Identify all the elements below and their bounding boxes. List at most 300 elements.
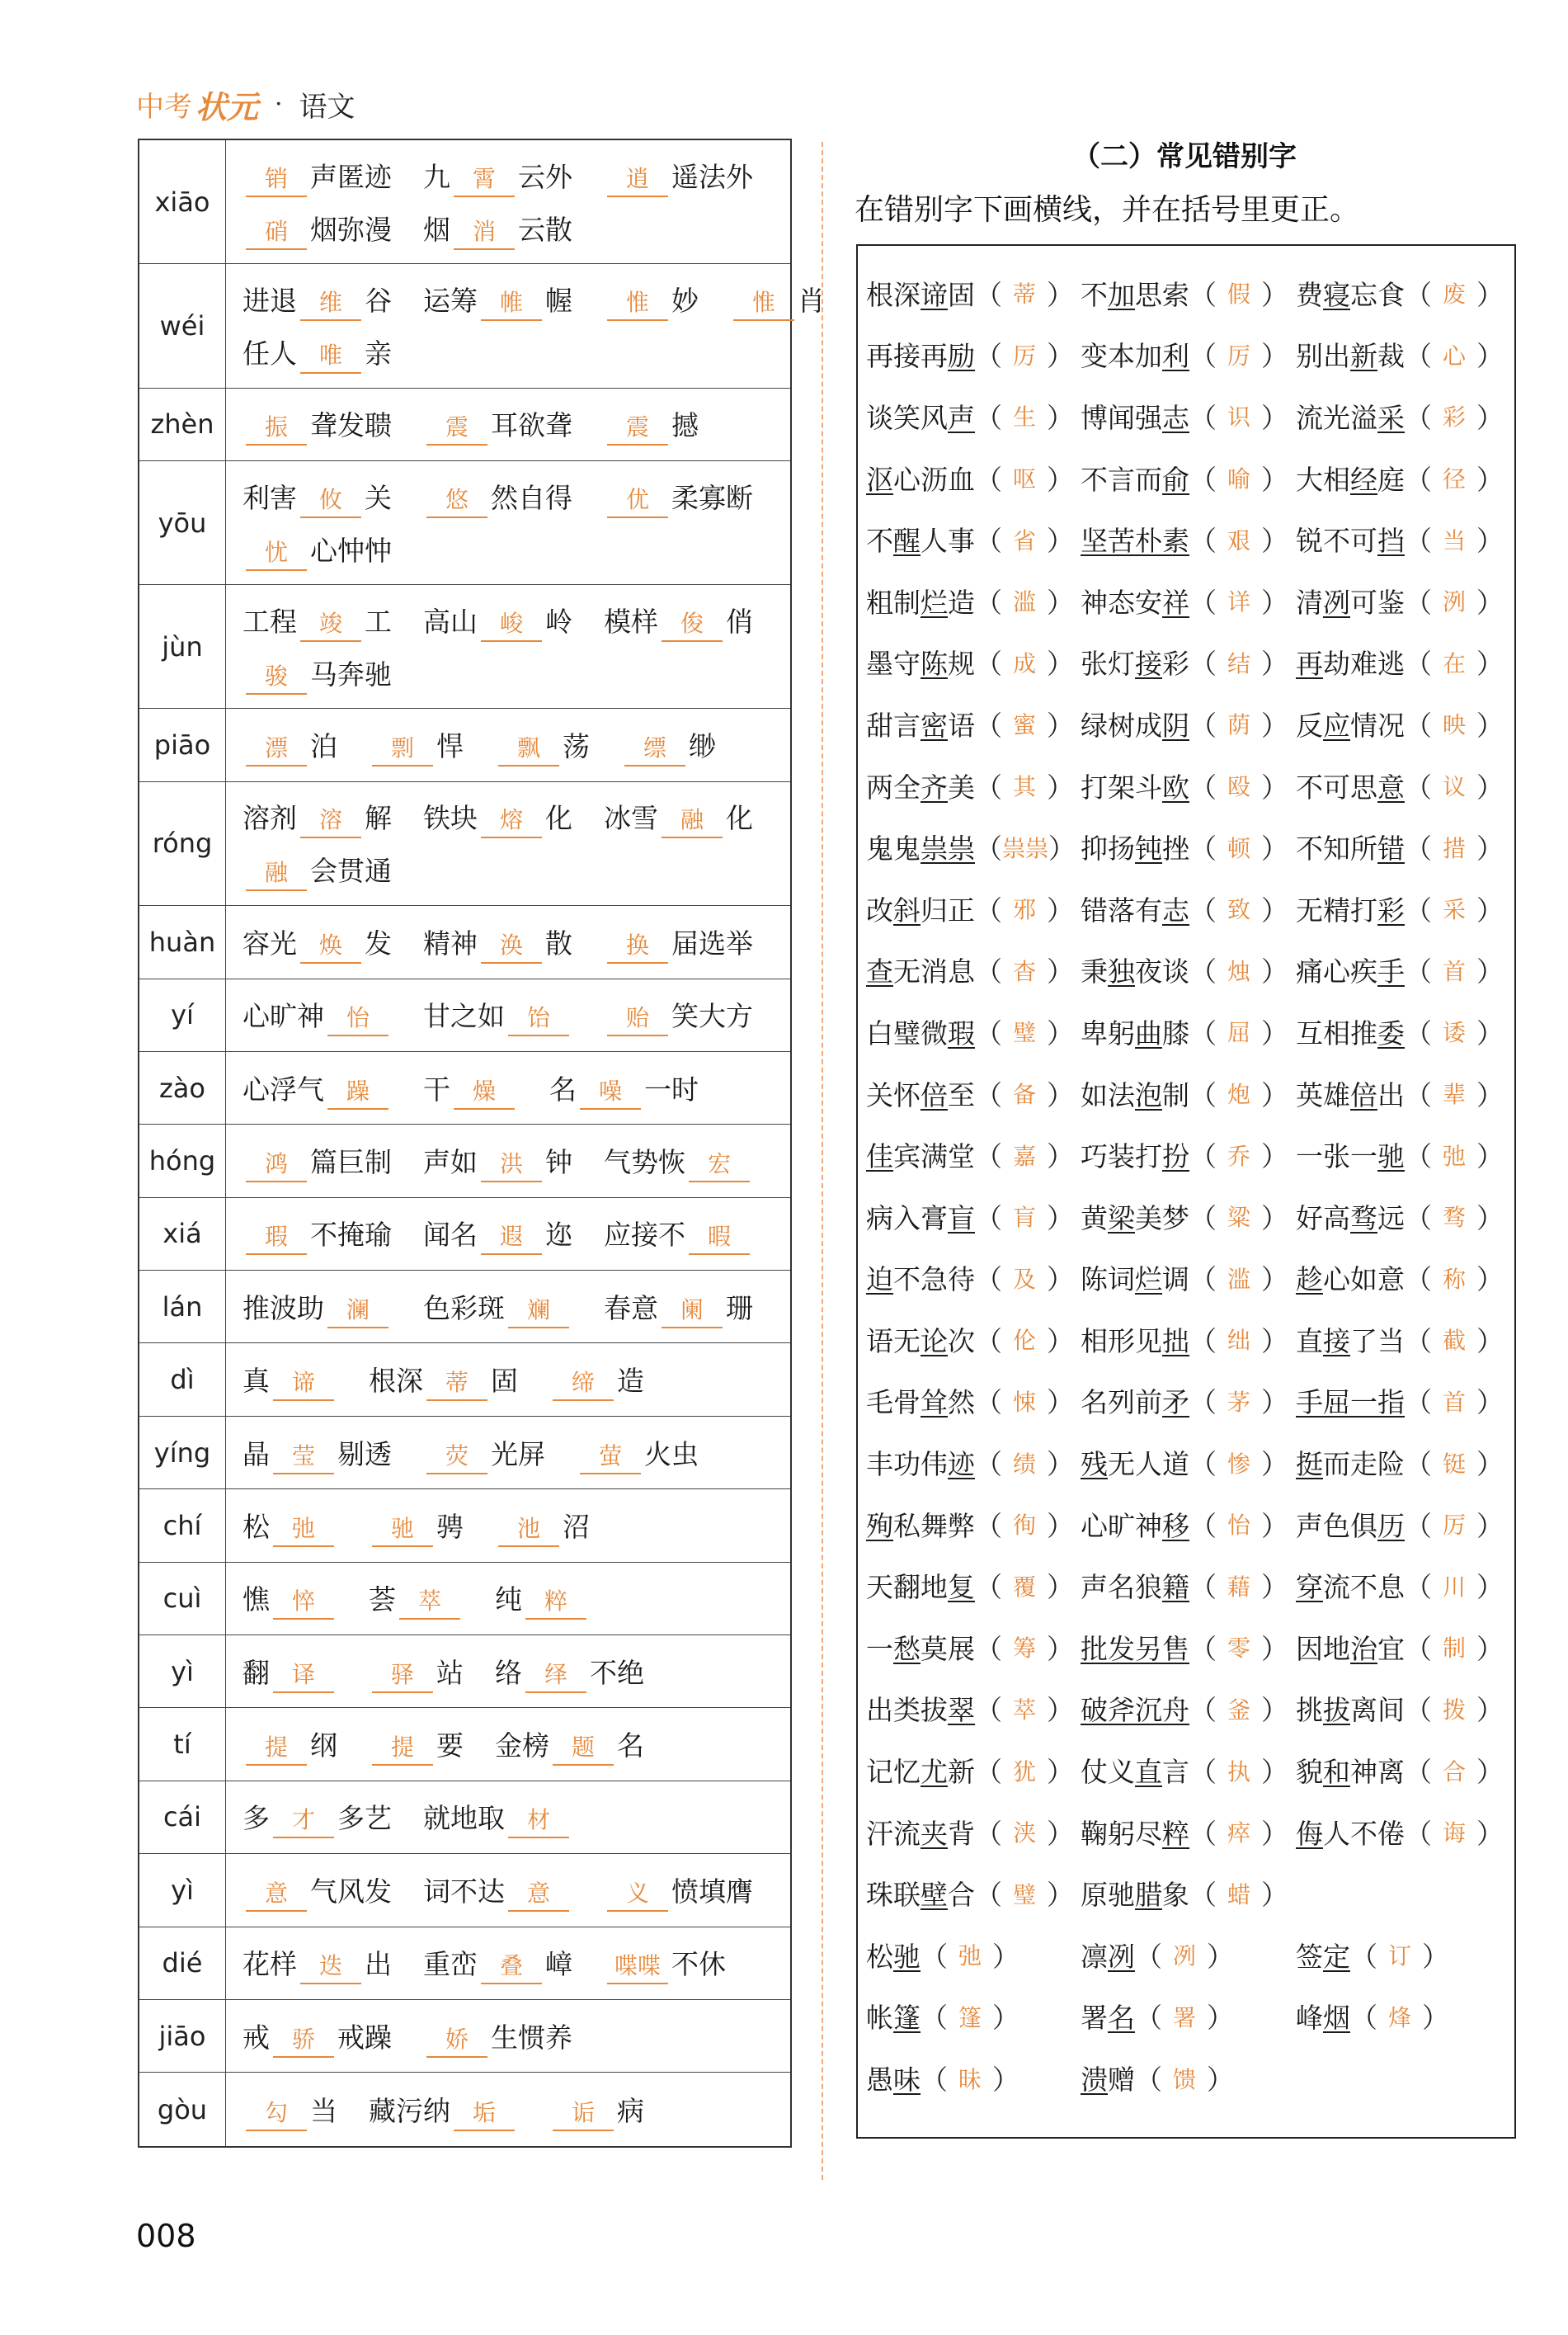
phrase-suffix: 泊 [310, 730, 337, 763]
wrong-char: 声 [948, 401, 975, 434]
open-paren: （ [1405, 833, 1432, 866]
close-paren: ） [1047, 955, 1074, 988]
word-prefix: 愚 [866, 2064, 893, 2097]
wrong-char: 历 [1377, 1509, 1405, 1542]
exercise-item [1296, 1381, 1510, 1420]
exercise-row [866, 262, 1514, 324]
correction: 彩 [1442, 403, 1466, 432]
close-paren: ） [1261, 586, 1288, 619]
word-prefix: 记忆 [866, 1756, 921, 1789]
correction: 其 [1012, 773, 1036, 801]
exercise-item [866, 274, 1081, 313]
phrase-cell [226, 1708, 790, 1780]
answer-blank: 骏 [246, 660, 307, 695]
answer-blank: 忧 [246, 536, 307, 571]
exercise-row [866, 755, 1514, 817]
exercise-item [1081, 1197, 1296, 1236]
wrong-char: 祟祟 [921, 833, 975, 866]
phrase-cell [226, 2073, 790, 2145]
phrase [242, 1507, 337, 1547]
word-suffix: 美 [948, 771, 975, 804]
answer-blank: 萃 [399, 1585, 460, 1620]
word-prefix: 白璧微 [866, 1017, 948, 1050]
phrase-prefix: 甘之如 [423, 1000, 505, 1033]
open-paren: （ [1405, 1078, 1432, 1111]
open-paren: （ [1350, 1940, 1377, 1973]
correction: 川 [1442, 1573, 1466, 1601]
phrase-prefix: 戒 [242, 2021, 270, 2054]
phrase-cell [226, 1417, 790, 1488]
table-row [139, 389, 790, 461]
phrase-suffix: 沼 [563, 1510, 590, 1543]
phrase-cell [226, 585, 790, 708]
wrong-char: 耸 [921, 1386, 948, 1419]
exercise-item [1296, 1074, 1510, 1113]
close-paren: ） [1047, 1201, 1074, 1234]
correction: 结 [1227, 649, 1250, 677]
wrong-char: 陈 [921, 648, 948, 681]
phrase-suffix: 柔寡断 [671, 481, 753, 514]
phrase-prefix: 推波助 [242, 1291, 324, 1324]
phrase-cell [226, 264, 838, 387]
table-row [139, 1927, 790, 2000]
table-row [139, 1417, 790, 1489]
close-paren: ） [1476, 1017, 1504, 1050]
close-paren: ） [1048, 833, 1076, 866]
answer-blank: 瑕 [246, 1220, 307, 1255]
phrase-suffix: 不绝 [590, 1656, 644, 1689]
answer-blank: 洪 [481, 1148, 542, 1182]
phrase-prefix: 词不达 [423, 1875, 505, 1908]
correction: 艰 [1227, 526, 1250, 554]
word-prefix: 秉 [1081, 955, 1108, 988]
answer-blank: 飘 [498, 732, 559, 767]
wrong-char: 挺 [1296, 1448, 1323, 1481]
answer-blank: 峻 [481, 607, 542, 642]
phrase [369, 727, 464, 767]
answer-blank: 躁 [327, 1075, 388, 1110]
phrase [423, 2018, 572, 2058]
open-paren: （ [1350, 2002, 1377, 2035]
table-row [139, 1271, 790, 1343]
phrase-line [242, 1507, 777, 1547]
close-paren: ） [1047, 1694, 1074, 1727]
open-paren: （ [1135, 1940, 1162, 1973]
answer-blank: 溶 [300, 804, 361, 838]
answer-blank: 萤 [580, 1440, 641, 1474]
word-suffix: 归正 [921, 894, 975, 927]
open-paren: （ [1189, 1448, 1217, 1481]
correction: 伦 [1012, 1327, 1036, 1355]
exercise-row [866, 816, 1514, 878]
phrase-suffix: 马奔驰 [310, 658, 392, 691]
pinyin-cell: dì [139, 1343, 226, 1415]
phrase-prefix: 真 [242, 1365, 270, 1398]
close-paren: ） [1261, 1509, 1288, 1542]
wrong-char: 翠 [948, 1694, 975, 1727]
phrase [242, 1361, 337, 1401]
exercise-item [1296, 889, 1510, 928]
phrase-suffix: 然自得 [491, 481, 572, 514]
word-prefix: 改 [866, 894, 893, 927]
close-paren: ） [992, 1940, 1019, 1973]
phrase-suffix: 会贯通 [310, 855, 392, 888]
exercise-item [1081, 1751, 1296, 1790]
correction: 藉 [1227, 1573, 1250, 1601]
exercise-row [866, 508, 1514, 570]
exercise-item [866, 459, 1081, 498]
close-paren: ） [1261, 1386, 1288, 1419]
word-suffix: 不急待 [893, 1263, 975, 1296]
word-prefix: 病入膏 [866, 1201, 948, 1234]
open-paren: （ [975, 833, 1002, 866]
close-paren: ） [1047, 1078, 1074, 1111]
close-paren: ） [1207, 2064, 1234, 2097]
phrase [604, 479, 753, 518]
open-paren: （ [1189, 1509, 1217, 1542]
phrase [495, 1580, 590, 1620]
table-row [139, 906, 790, 979]
exercise-row [866, 1801, 1514, 1863]
phrase [423, 1872, 572, 1912]
close-paren: ） [1261, 955, 1288, 988]
word-prefix: 大相 [1296, 463, 1350, 496]
correction: 惨 [1227, 1450, 1250, 1478]
wrong-char: 扮 [1162, 1140, 1189, 1173]
word-prefix: 鬼鬼 [866, 833, 921, 866]
phrase [423, 924, 572, 964]
wrong-char: 迹 [948, 1448, 975, 1481]
answer-blank: 暇 [689, 1220, 750, 1255]
wrong-char: 论 [921, 1324, 948, 1357]
open-paren: （ [1405, 340, 1432, 373]
word-suffix: 离间 [1350, 1694, 1405, 1727]
correction: 喻 [1227, 465, 1250, 493]
table-row [139, 1125, 790, 1197]
answer-blank: 谛 [273, 1366, 334, 1401]
exercise-item [866, 1258, 1081, 1297]
exercise-item [1081, 1628, 1296, 1667]
open-paren: （ [1189, 463, 1217, 496]
word-prefix: 心旷神 [1081, 1509, 1162, 1542]
correction: 截 [1442, 1327, 1466, 1355]
phrase-suffix: 荡 [563, 730, 590, 763]
word-prefix: 出类拔 [866, 1694, 948, 1727]
correction: 厉 [1012, 342, 1036, 370]
phrase-suffix: 烟弥漫 [310, 213, 392, 246]
correction: 骛 [1442, 1204, 1466, 1232]
word-suffix: 心如意 [1323, 1263, 1405, 1296]
phrase-prefix: 进退 [242, 284, 297, 317]
correction: 茅 [1227, 1388, 1250, 1416]
answer-blank: 换 [607, 929, 668, 964]
correction: 璧 [1012, 1880, 1036, 1908]
open-paren: （ [975, 1140, 1002, 1173]
close-paren: ） [1261, 1201, 1288, 1234]
word-suffix: 新 [948, 1756, 975, 1789]
answer-blank: 义 [607, 1877, 668, 1912]
answer-blank: 意 [508, 1877, 569, 1912]
exercise-item [1081, 1566, 1296, 1605]
wrong-char: 密 [921, 709, 948, 742]
phrase-line [242, 1872, 777, 1912]
phrase [604, 1872, 753, 1912]
word-prefix: 陈词 [1081, 1263, 1135, 1296]
word-prefix: 原驰 [1081, 1879, 1135, 1912]
exercise-row [866, 1554, 1514, 1616]
exercise-item [1296, 274, 1510, 313]
open-paren: （ [1405, 1817, 1432, 1850]
pinyin-cell: yì [139, 1854, 226, 1926]
answer-blank: 译 [273, 1658, 334, 1693]
open-paren: （ [975, 1263, 1002, 1296]
open-paren: （ [975, 1817, 1002, 1850]
phrase [369, 1726, 464, 1766]
exercise-item [1296, 1505, 1510, 1544]
correction: 悚 [1012, 1388, 1036, 1416]
word-prefix: 英雄 [1296, 1078, 1350, 1111]
wrong-char: 经 [1350, 463, 1377, 496]
word-suffix: 宾满堂 [893, 1140, 975, 1173]
phrase-cell [226, 1489, 790, 1561]
word-prefix: 流光溢 [1296, 401, 1377, 434]
wrong-char: 梁 [1108, 1201, 1135, 1234]
open-paren: （ [1189, 1263, 1217, 1296]
correction: 议 [1442, 773, 1466, 801]
word-prefix: 黄 [1081, 1201, 1108, 1234]
close-paren: ） [1047, 771, 1074, 804]
typo-exercise-box [856, 244, 1516, 2139]
table-row [139, 1198, 790, 1271]
word-suffix: 语 [948, 709, 975, 742]
word-suffix: 制 [1162, 1078, 1189, 1111]
answer-blank: 饴 [508, 1002, 569, 1036]
close-paren: ） [1261, 278, 1288, 311]
exercise-item [866, 1012, 1081, 1051]
phrase [604, 406, 699, 446]
close-paren: ） [1207, 2002, 1234, 2035]
close-paren: ） [1476, 1263, 1504, 1296]
exercise-row [866, 1924, 1514, 1986]
wrong-char: 错 [1377, 833, 1405, 866]
phrase-prefix: 心旷神 [242, 1000, 324, 1033]
homophone-table [138, 139, 825, 2148]
wrong-char: 烟 [1323, 2002, 1350, 2035]
phrase-suffix: 肖 [798, 284, 825, 317]
word-prefix: 凛 [1081, 1940, 1108, 1973]
phrase-line [242, 924, 777, 964]
exercise-row [866, 1493, 1514, 1555]
word-prefix: 不 [866, 525, 893, 558]
exercise-item [1081, 459, 1296, 498]
word-prefix: 无精打 [1296, 894, 1377, 927]
phrase [604, 602, 753, 642]
close-paren: ） [1476, 833, 1504, 866]
word-suffix: 情况 [1350, 709, 1405, 742]
pinyin-cell: piāo [139, 709, 226, 781]
close-paren: ） [1047, 1263, 1074, 1296]
word-prefix: 卑躬 [1081, 1017, 1135, 1050]
exercise-item [866, 2059, 1081, 2097]
phrase-suffix: 钟 [545, 1145, 572, 1178]
close-paren: ） [1047, 1448, 1074, 1481]
close-paren: ） [1261, 1324, 1288, 1357]
open-paren: （ [975, 1324, 1002, 1357]
correction: 铤 [1442, 1450, 1466, 1478]
open-paren: （ [1135, 2002, 1162, 2035]
phrase-suffix: 不掩瑜 [310, 1219, 392, 1252]
wrong-char: 穿 [1296, 1571, 1323, 1604]
word-prefix: 不 [1081, 278, 1108, 311]
answer-blank: 缔 [553, 1366, 614, 1401]
wrong-char: 曲 [1135, 1017, 1162, 1050]
phrase [604, 1945, 726, 1984]
exercise-item [1081, 520, 1296, 559]
exercise-item [1081, 2059, 1296, 2097]
phrase-prefix: 根深 [369, 1365, 423, 1398]
wrong-char: 委 [1377, 1017, 1405, 1050]
open-paren: （ [975, 955, 1002, 988]
phrase-prefix: 色彩斑 [423, 1291, 505, 1324]
answer-blank: 阑 [662, 1294, 723, 1328]
column-divider [822, 142, 823, 2180]
phrase-suffix: 遥法外 [671, 160, 753, 193]
wrong-char: 利 [1162, 340, 1189, 373]
open-paren: （ [1189, 1694, 1217, 1727]
correction: 厉 [1227, 342, 1250, 370]
close-paren: ） [1261, 1140, 1288, 1173]
phrase-prefix: 松 [242, 1510, 270, 1543]
answer-blank: 才 [273, 1804, 334, 1838]
exercise-item [866, 705, 1081, 743]
pinyin-cell: chí [139, 1489, 226, 1561]
phrase-line [242, 655, 777, 695]
phrase-suffix: 心忡忡 [310, 534, 392, 567]
phrase-prefix: 气势恢 [604, 1145, 685, 1178]
correction: 肓 [1012, 1204, 1036, 1232]
answer-blank: 维 [300, 286, 361, 321]
word-suffix: 象 [1162, 1879, 1189, 1912]
exercise-row [866, 1063, 1514, 1125]
phrase-suffix: 珊 [726, 1291, 753, 1324]
word-suffix: 赠 [1108, 2064, 1135, 2097]
word-suffix: 规 [948, 648, 975, 681]
pinyin-cell: wéi [139, 264, 226, 387]
phrase-prefix: 利害 [242, 481, 297, 514]
word-prefix: 根深 [866, 278, 921, 311]
close-paren: ） [1476, 1694, 1504, 1727]
wrong-char: 意 [1377, 771, 1405, 804]
wrong-char: 味 [893, 2064, 921, 2097]
open-paren: （ [975, 1386, 1002, 1419]
phrase-prefix: 翻 [242, 1656, 270, 1689]
word-suffix: 劫难逃 [1323, 648, 1405, 681]
open-paren: （ [1189, 1017, 1217, 1050]
word-prefix: 因地 [1296, 1632, 1350, 1665]
phrase [423, 158, 572, 197]
phrase-suffix: 名 [617, 1729, 644, 1762]
phrase [242, 1215, 392, 1255]
exercise-item [1081, 1381, 1296, 1420]
pinyin-cell: gòu [139, 2073, 226, 2145]
open-paren: （ [1405, 1140, 1432, 1173]
close-paren: ） [1207, 1940, 1234, 1973]
wrong-char: 驰 [893, 1940, 921, 1973]
answer-blank: 振 [246, 411, 307, 446]
exercise-item [1081, 767, 1296, 805]
correction: 杳 [1012, 957, 1036, 985]
exercise-item [866, 582, 1081, 620]
phrase-suffix: 嶂 [545, 1948, 572, 1981]
table-row [139, 2073, 790, 2145]
answer-blank: 缥 [624, 732, 685, 767]
close-paren: ） [1047, 1756, 1074, 1789]
open-paren: （ [1189, 648, 1217, 681]
correction: 识 [1227, 403, 1250, 432]
exercise-item [1081, 274, 1296, 313]
phrase-suffix: 谷 [365, 284, 392, 317]
word-suffix: 彩 [1162, 648, 1189, 681]
close-paren: ） [1261, 1817, 1288, 1850]
table-row [139, 1854, 790, 1927]
phrase-cell [226, 906, 790, 978]
word-prefix: 直 [1296, 1324, 1323, 1357]
close-paren: ） [1047, 1632, 1074, 1665]
close-paren: ） [1047, 1879, 1074, 1912]
word-prefix: 绿树成 [1081, 709, 1162, 742]
open-paren: （ [975, 401, 1002, 434]
phrase [621, 727, 716, 767]
table-row [139, 1343, 790, 1416]
answer-blank: 竣 [300, 607, 361, 642]
exercise-row [866, 878, 1514, 940]
correction: 拨 [1442, 1696, 1466, 1724]
phrase [549, 2092, 644, 2131]
phrase-cell [226, 140, 790, 263]
phrase-suffix: 声匿迹 [310, 160, 392, 193]
open-paren: （ [975, 1201, 1002, 1234]
word-suffix: 言 [1162, 1756, 1189, 1789]
open-paren: （ [1405, 278, 1432, 311]
header-dot: · [275, 89, 283, 119]
exercise-row [866, 1986, 1514, 2048]
phrase-suffix: 一时 [644, 1073, 699, 1106]
correction: 粱 [1227, 1204, 1250, 1232]
phrase-prefix: 金榜 [495, 1729, 549, 1762]
phrase-suffix: 纲 [310, 1729, 337, 1762]
answer-blank: 意 [246, 1877, 307, 1912]
wrong-char: 籍 [1162, 1571, 1189, 1604]
close-paren: ） [1047, 1509, 1074, 1542]
open-paren: （ [1405, 1632, 1432, 1665]
wrong-char: 夹 [921, 1817, 948, 1850]
phrase [604, 1143, 753, 1182]
open-paren: （ [1189, 401, 1217, 434]
word-prefix: 不言而 [1081, 463, 1162, 496]
close-paren: ） [1047, 894, 1074, 927]
answer-blank: 澜 [327, 1294, 388, 1328]
pinyin-cell: yí [139, 979, 226, 1051]
exercise-row [866, 632, 1514, 694]
word-prefix: 毛骨 [866, 1386, 921, 1419]
word-prefix: 如法 [1081, 1078, 1135, 1111]
phrase-suffix: 届选举 [671, 927, 753, 960]
phrase [242, 1435, 392, 1474]
close-paren: ） [1047, 278, 1074, 311]
open-paren: （ [975, 1017, 1002, 1050]
phrase-prefix: 精神 [423, 927, 478, 960]
word-suffix: 流不息 [1323, 1571, 1405, 1604]
